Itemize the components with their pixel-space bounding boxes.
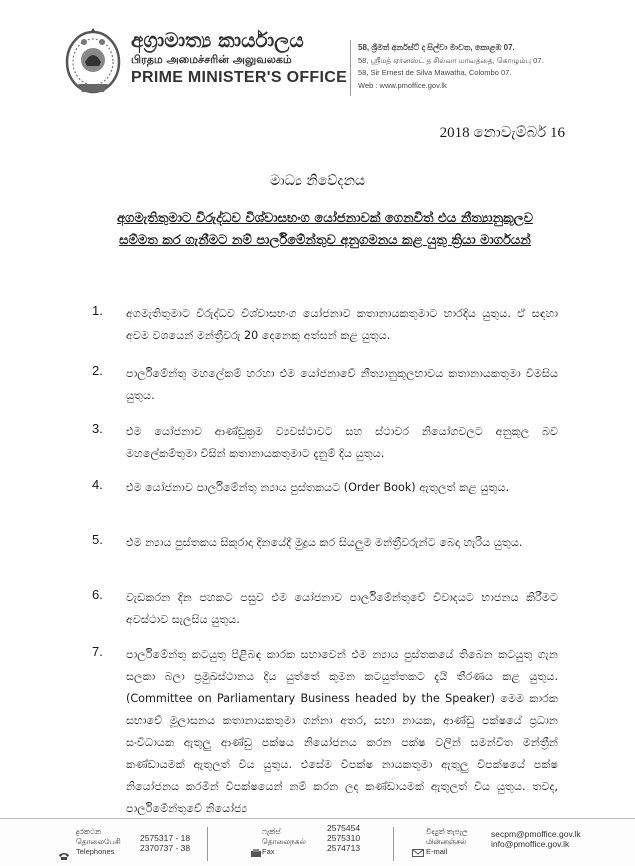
fax-label-en: Fax xyxy=(262,847,275,856)
item-number: 2. xyxy=(92,363,103,378)
fax-number: 2574713 xyxy=(327,843,361,853)
fax-numbers xyxy=(327,823,360,853)
phone-label-ta: தொலைபேசி xyxy=(76,837,121,846)
contact-footer xyxy=(0,818,635,866)
item-number: 6. xyxy=(92,587,103,602)
item-text: අගමැතිතුමාට විරුද්ධව විශ්වාසභංග යෝජනාව කතානායකතුමාට භාරදිය යුතුය. ඒ සඳහා අවම වශයෙන් මන්ත්‍රීවරු 20 දෙනෙකු අත්සන් කළ යුතුය. xyxy=(126,307,558,342)
email-label-si: විද්‍යුත් තැපැල xyxy=(426,827,468,836)
email-label-ta: மின்னஞ்சல் xyxy=(426,837,467,846)
office-address xyxy=(358,42,544,92)
phone-label-en: Telephones xyxy=(76,847,115,856)
footer-divider xyxy=(393,827,394,861)
fax-icon xyxy=(250,849,262,857)
document-type: මාධ්‍ය නිවේදනය xyxy=(269,173,366,189)
fax-label-si: ෆැක්ස් xyxy=(262,827,281,836)
fax-label-ta: தொலைநகல் xyxy=(262,837,306,846)
document-title: අගමැතිතුමාට විරුද්ධව විශ්වාසභංග යෝජනාවක් ගෙනවිත් එය නීත්‍යානුකූලව සම්මත කර ගැනීමට නම් පාර්ලිමේන්තුව අනුගමනය කළ යුතු ක්‍රියා මාර්ගයන් xyxy=(117,211,533,248)
item-number: 7. xyxy=(92,644,103,659)
release-date: 2018 නොවැම්බර් 16 xyxy=(439,125,565,141)
address-tamil: 58, ஸ்ரீமத் ஏர்னஸ்ட் த சில்வா மாவத்தை, கொழும்பு 07. xyxy=(358,55,544,65)
address-english: 58, Sir Ernest de Silva Mawatha, Colombo 07. xyxy=(358,68,512,77)
header-divider xyxy=(350,40,351,96)
phone-number[interactable]: 2575317 - 18 xyxy=(140,833,191,843)
footer-divider xyxy=(207,827,208,861)
office-name-tamil: பிரதம அமைச்சரின் அலுவலகம் xyxy=(131,53,292,66)
item-text: පාර්ලිමේන්තු මහලේකම් හරහා එම යෝජනාවේ නීත්‍යානුකූලභාවය කතානායකතුමා විමසිය යුතුය. xyxy=(126,367,558,402)
office-name-english: PRIME MINISTER'S OFFICE xyxy=(131,69,348,86)
phone-numbers xyxy=(140,833,190,853)
email-labels xyxy=(426,827,468,857)
item-number: 1. xyxy=(92,303,103,318)
email-icon xyxy=(412,849,424,857)
email-addresses xyxy=(491,829,581,849)
web-address[interactable]: Web : www.pmoffice.gov.lk xyxy=(358,80,447,90)
fax-number: 2575310 xyxy=(327,833,361,843)
email-address[interactable]: secpm@pmoffice.gov.lk xyxy=(491,829,581,839)
sri-lanka-emblem-icon xyxy=(64,26,122,96)
item-text: එම න්‍යාය පුස්තකය සිකුරාදා දිනයේදී මුද්‍රය කර සියලුම මන්ත්‍රීවරුන්ට බෙදා හැරිය යුතුය. xyxy=(126,536,523,549)
email-address[interactable]: info@pmoffice.gov.lk xyxy=(491,839,570,849)
item-text: වැඩකරන දින පහකට පසුව එම යෝජනාව පාර්ලිමේන්තුවේ විවාදයට භාජනය කිරීමට අවස්ථාව සැලසිය යුතුය. xyxy=(126,591,558,626)
address-sinhala: 58, ශ්‍රීමත් අර්නස්ට් ද සිල්වා මාවත, කොළඹ 07. xyxy=(358,43,515,52)
item-text: එම යෝජනාව පාර්ලිමේන්තු න්‍යාය පුස්තකයට (Order Book) ඇතුලත් කළ යුතුය. xyxy=(126,481,510,494)
item-text: පාර්ලිමේන්තු කටයුතු පිළිබඳ කාරක සභාවෙන් එම න්‍යාය පුස්තකයේ තිබෙන කටයුතු ගැන සලකා බලා ප්‍රමුඛස්ථානය දිය යුත්තේ කුමන කටයුත්තකට දැයි තීරණය කළ යුතුය. (Committee on Parliamentary Business headed by the Speaker) මෙම කාරක සභාවේ මූලාසනය කතානායකතුමා ගන්නා අතර, සභා නායක, ආණ්ඩු පක්ෂයේ ප්‍රධාන සංවිධායක ඇතුලු ආණ්ඩු පක්ෂය නියෝජනය කරන පක්ෂ වලින් සමන්විත මන්ත්‍රීන් කණ්ඩායමක් ඇතුලත් විය යුතුය. එසේම විපක්ෂ නායකතුමා ඇතුලු විපක්ෂයේ පක්ෂ නියෝජනය කරමින් විපක්ෂයෙන් නම් කරන ලද කණ්ඩායමක් ඇතුලත් විය යුතුය. තවද, පාර්ලිමේන්තුවේ නියෝජ්‍ය xyxy=(126,648,558,815)
item-number: 5. xyxy=(92,532,103,547)
item-number: 4. xyxy=(92,477,103,492)
email-label-en: E-mail xyxy=(426,847,448,856)
fax-labels xyxy=(262,827,306,857)
fax-number: 2575454 xyxy=(327,823,361,833)
item-text: එම යෝජනාව ආණ්ඩුක්‍රම ව්‍යවස්ථාවට සහ ස්ථාවර නියෝගවලට අනුකූල බව මහලේකම්තුමා විසින් කතානායකතුමාට දැනුම් දිය යුතුය. xyxy=(126,425,558,460)
letterhead xyxy=(0,0,635,108)
phone-labels xyxy=(76,827,121,857)
office-name-sinhala: අග්‍රාමාත්‍ය කාර්යාලය xyxy=(131,28,304,52)
telephone-icon xyxy=(58,852,70,860)
phone-label-si: දුරකථන xyxy=(76,827,102,836)
phone-number[interactable]: 2370737 - 38 xyxy=(140,843,191,853)
item-number: 3. xyxy=(92,421,103,436)
